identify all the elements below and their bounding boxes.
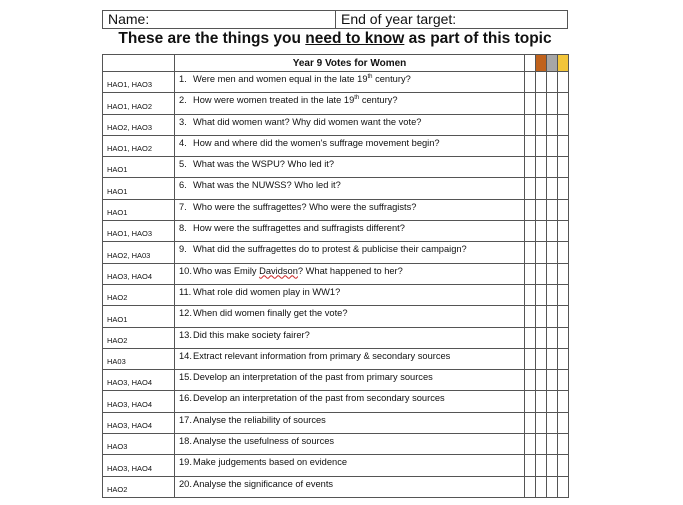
rag-blank-checkbox[interactable] bbox=[525, 306, 536, 327]
rag-blank-checkbox[interactable] bbox=[525, 263, 536, 284]
rag-blank-checkbox[interactable] bbox=[525, 93, 536, 114]
table-row bbox=[103, 391, 569, 412]
table-row bbox=[103, 476, 569, 497]
rag-red-checkbox[interactable] bbox=[536, 72, 547, 93]
objective-code: HAO1 bbox=[103, 306, 175, 327]
rag-amber-checkbox[interactable] bbox=[547, 391, 558, 412]
rag-blank-checkbox[interactable] bbox=[525, 72, 536, 93]
rag-red-checkbox[interactable] bbox=[536, 434, 547, 455]
question-text: 16.Develop an interpretation of the past from secondary sources bbox=[175, 391, 525, 412]
rag-amber-checkbox[interactable] bbox=[547, 348, 558, 369]
table-row bbox=[103, 157, 569, 178]
question-text: 20.Analyse the significance of events bbox=[175, 476, 525, 497]
question-text: 15.Develop an interpretation of the past from primary sources bbox=[175, 370, 525, 391]
rag-green-checkbox[interactable] bbox=[558, 221, 569, 242]
target-field[interactable]: End of year target: bbox=[341, 11, 457, 27]
rag-amber-checkbox[interactable] bbox=[547, 72, 558, 93]
rag-amber-checkbox[interactable] bbox=[547, 434, 558, 455]
rag-amber-checkbox[interactable] bbox=[547, 284, 558, 305]
question-text: 8. How were the suffragettes and suffragists different? bbox=[175, 221, 525, 242]
rag-amber-checkbox[interactable] bbox=[547, 242, 558, 263]
objective-code: HAO2, HAO3 bbox=[103, 114, 175, 135]
question-number: 9. bbox=[179, 244, 187, 255]
table-row bbox=[103, 370, 569, 391]
table-row bbox=[103, 242, 569, 263]
objective-code: HAO1, HAO3 bbox=[103, 72, 175, 93]
question-text: 17.Analyse the reliability of sources bbox=[175, 412, 525, 433]
rag-green-checkbox[interactable] bbox=[558, 178, 569, 199]
rag-green-checkbox[interactable] bbox=[558, 93, 569, 114]
rag-amber-checkbox[interactable] bbox=[547, 114, 558, 135]
question-text: 7. Who were the suffragettes? Who were the suffragists? bbox=[175, 199, 525, 220]
rag-red-checkbox[interactable] bbox=[536, 391, 547, 412]
rag-green-checkbox[interactable] bbox=[558, 370, 569, 391]
rag-red-header bbox=[536, 55, 547, 72]
rag-green-checkbox[interactable] bbox=[558, 434, 569, 455]
rag-amber-checkbox[interactable] bbox=[547, 157, 558, 178]
question-text: 10.Who was Emily Davidson? What happened to her? bbox=[175, 263, 525, 284]
question-text: 11. What role did women play in WW1? bbox=[175, 284, 525, 305]
rag-blank-checkbox[interactable] bbox=[525, 370, 536, 391]
objective-code: HAO3, HAO4 bbox=[103, 455, 175, 476]
question-number: 3. bbox=[179, 116, 187, 127]
rag-blank-checkbox[interactable] bbox=[525, 412, 536, 433]
rag-red-checkbox[interactable] bbox=[536, 327, 547, 348]
table-row bbox=[103, 434, 569, 455]
rag-green-checkbox[interactable] bbox=[558, 242, 569, 263]
objective-code: HAO1, HAO2 bbox=[103, 93, 175, 114]
table-title: Year 9 Votes for Women bbox=[175, 55, 525, 72]
table-row bbox=[103, 284, 569, 305]
question-number: 7. bbox=[179, 201, 187, 212]
question-number: 14. bbox=[179, 350, 192, 361]
table-row bbox=[103, 263, 569, 284]
rag-red-checkbox[interactable] bbox=[536, 93, 547, 114]
objective-code: HA03 bbox=[103, 348, 175, 369]
table-row bbox=[103, 93, 569, 114]
rag-red-checkbox[interactable] bbox=[536, 476, 547, 497]
question-text: 18.Analyse the usefulness of sources bbox=[175, 434, 525, 455]
question-text: 14.Extract relevant information from primary & secondary sources bbox=[175, 348, 525, 369]
rag-amber-checkbox[interactable] bbox=[547, 476, 558, 497]
question-text: 9. What did the suffragettes do to protest & publicise their campaign? bbox=[175, 242, 525, 263]
rag-blank-checkbox[interactable] bbox=[525, 284, 536, 305]
rag-red-checkbox[interactable] bbox=[536, 306, 547, 327]
rag-green-checkbox[interactable] bbox=[558, 263, 569, 284]
objective-code: HAO1 bbox=[103, 199, 175, 220]
question-number: 11. bbox=[179, 286, 192, 297]
rag-amber-checkbox[interactable] bbox=[547, 178, 558, 199]
question-text: 2. How were women treated in the late 19th century? bbox=[175, 93, 525, 114]
rag-green-checkbox[interactable] bbox=[558, 412, 569, 433]
question-text: 5. What was the WSPU? Who led it? bbox=[175, 157, 525, 178]
rag-green-checkbox[interactable] bbox=[558, 135, 569, 156]
question-number: 18. bbox=[179, 436, 192, 447]
rag-green-checkbox[interactable] bbox=[558, 114, 569, 135]
table-row bbox=[103, 306, 569, 327]
rag-blank-checkbox[interactable] bbox=[525, 114, 536, 135]
question-number: 13. bbox=[179, 329, 192, 340]
rag-amber-header bbox=[547, 55, 558, 72]
question-text: 4. How and where did the women's suffrage movement begin? bbox=[175, 135, 525, 156]
rag-red-checkbox[interactable] bbox=[536, 157, 547, 178]
table-row bbox=[103, 114, 569, 135]
name-field[interactable]: Name: bbox=[103, 11, 336, 28]
rag-amber-checkbox[interactable] bbox=[547, 370, 558, 391]
rag-blank-checkbox[interactable] bbox=[525, 455, 536, 476]
rag-red-checkbox[interactable] bbox=[536, 114, 547, 135]
rag-red-checkbox[interactable] bbox=[536, 178, 547, 199]
question-number: 4. bbox=[179, 137, 187, 148]
rag-amber-checkbox[interactable] bbox=[547, 93, 558, 114]
objective-code: HAO2 bbox=[103, 476, 175, 497]
rag-red-checkbox[interactable] bbox=[536, 455, 547, 476]
table-row bbox=[103, 221, 569, 242]
rag-amber-checkbox[interactable] bbox=[547, 327, 558, 348]
question-number: 20. bbox=[179, 478, 192, 489]
rag-green-checkbox[interactable] bbox=[558, 72, 569, 93]
rag-red-checkbox[interactable] bbox=[536, 242, 547, 263]
rag-red-checkbox[interactable] bbox=[536, 370, 547, 391]
question-number: 12. bbox=[179, 308, 192, 319]
rag-green-checkbox[interactable] bbox=[558, 284, 569, 305]
question-text: 3. What did women want? Why did women want the vote? bbox=[175, 114, 525, 135]
objective-code: HAO1 bbox=[103, 157, 175, 178]
rag-blank-checkbox[interactable] bbox=[525, 199, 536, 220]
question-text: 13.Did this make society fairer? bbox=[175, 327, 525, 348]
rag-green-checkbox[interactable] bbox=[558, 348, 569, 369]
rag-amber-checkbox[interactable] bbox=[547, 221, 558, 242]
question-number: 19. bbox=[179, 457, 192, 468]
rag-green-header bbox=[558, 55, 569, 72]
objective-code: HAO2 bbox=[103, 284, 175, 305]
question-number: 8. bbox=[179, 223, 187, 234]
objective-code: HAO3, HAO4 bbox=[103, 370, 175, 391]
table-row bbox=[103, 199, 569, 220]
rag-blank-checkbox[interactable] bbox=[525, 157, 536, 178]
rag-amber-checkbox[interactable] bbox=[547, 199, 558, 220]
objective-code: HAO1, HAO3 bbox=[103, 221, 175, 242]
rag-red-checkbox[interactable] bbox=[536, 263, 547, 284]
objective-code: HAO3, HAO4 bbox=[103, 412, 175, 433]
page-title: These are the things you need to know as part of this topic bbox=[118, 30, 552, 47]
rag-amber-checkbox[interactable] bbox=[547, 412, 558, 433]
rag-red-checkbox[interactable] bbox=[536, 412, 547, 433]
rag-amber-checkbox[interactable] bbox=[547, 306, 558, 327]
question-text: 6. What was the NUWSS? Who led it? bbox=[175, 178, 525, 199]
rag-green-checkbox[interactable] bbox=[558, 391, 569, 412]
objective-code: HAO2, HA03 bbox=[103, 242, 175, 263]
rag-green-checkbox[interactable] bbox=[558, 476, 569, 497]
objective-code: HAO3, HAO4 bbox=[103, 391, 175, 412]
rag-red-checkbox[interactable] bbox=[536, 284, 547, 305]
table-row bbox=[103, 348, 569, 369]
objective-code: HAO3, HAO4 bbox=[103, 263, 175, 284]
question-number: 2. bbox=[179, 95, 187, 106]
rag-blank-checkbox[interactable] bbox=[525, 476, 536, 497]
question-text: 1. Were men and women equal in the late 19th century? bbox=[175, 72, 525, 93]
table-row bbox=[103, 178, 569, 199]
table-row bbox=[103, 412, 569, 433]
question-number: 16. bbox=[179, 393, 192, 404]
objective-code: HAO1, HAO2 bbox=[103, 135, 175, 156]
rag-green-checkbox[interactable] bbox=[558, 306, 569, 327]
rag-blank-checkbox[interactable] bbox=[525, 178, 536, 199]
question-number: 6. bbox=[179, 180, 187, 191]
rag-blank-checkbox[interactable] bbox=[525, 348, 536, 369]
question-number: 5. bbox=[179, 159, 187, 170]
checklist-table bbox=[102, 54, 569, 498]
table-row bbox=[103, 327, 569, 348]
rag-red-checkbox[interactable] bbox=[536, 221, 547, 242]
question-text: 19.Make judgements based on evidence bbox=[175, 455, 525, 476]
rag-amber-checkbox[interactable] bbox=[547, 263, 558, 284]
rag-red-checkbox[interactable] bbox=[536, 199, 547, 220]
rag-green-checkbox[interactable] bbox=[558, 327, 569, 348]
question-number: 10. bbox=[179, 265, 192, 276]
rag-green-checkbox[interactable] bbox=[558, 199, 569, 220]
rag-blank-checkbox[interactable] bbox=[525, 242, 536, 263]
rag-blank-checkbox[interactable] bbox=[525, 221, 536, 242]
objective-code: HAO3 bbox=[103, 434, 175, 455]
rag-green-checkbox[interactable] bbox=[558, 455, 569, 476]
header-bar bbox=[102, 10, 568, 29]
rag-blank-checkbox[interactable] bbox=[525, 434, 536, 455]
rag-amber-checkbox[interactable] bbox=[547, 135, 558, 156]
table-title-blank bbox=[103, 55, 175, 72]
question-number: 17. bbox=[179, 414, 192, 425]
rag-red-checkbox[interactable] bbox=[536, 348, 547, 369]
objective-code: HAO2 bbox=[103, 327, 175, 348]
rag-blank-checkbox[interactable] bbox=[525, 327, 536, 348]
question-number: 1. bbox=[179, 74, 187, 85]
rag-red-checkbox[interactable] bbox=[536, 135, 547, 156]
rag-blank-checkbox[interactable] bbox=[525, 135, 536, 156]
table-row bbox=[103, 72, 569, 93]
rag-blank bbox=[525, 55, 536, 72]
objective-code: HAO1 bbox=[103, 178, 175, 199]
rag-amber-checkbox[interactable] bbox=[547, 455, 558, 476]
rag-blank-checkbox[interactable] bbox=[525, 391, 536, 412]
question-number: 15. bbox=[179, 372, 192, 383]
question-text: 12.When did women finally get the vote? bbox=[175, 306, 525, 327]
table-row bbox=[103, 455, 569, 476]
table-row bbox=[103, 135, 569, 156]
rag-green-checkbox[interactable] bbox=[558, 157, 569, 178]
